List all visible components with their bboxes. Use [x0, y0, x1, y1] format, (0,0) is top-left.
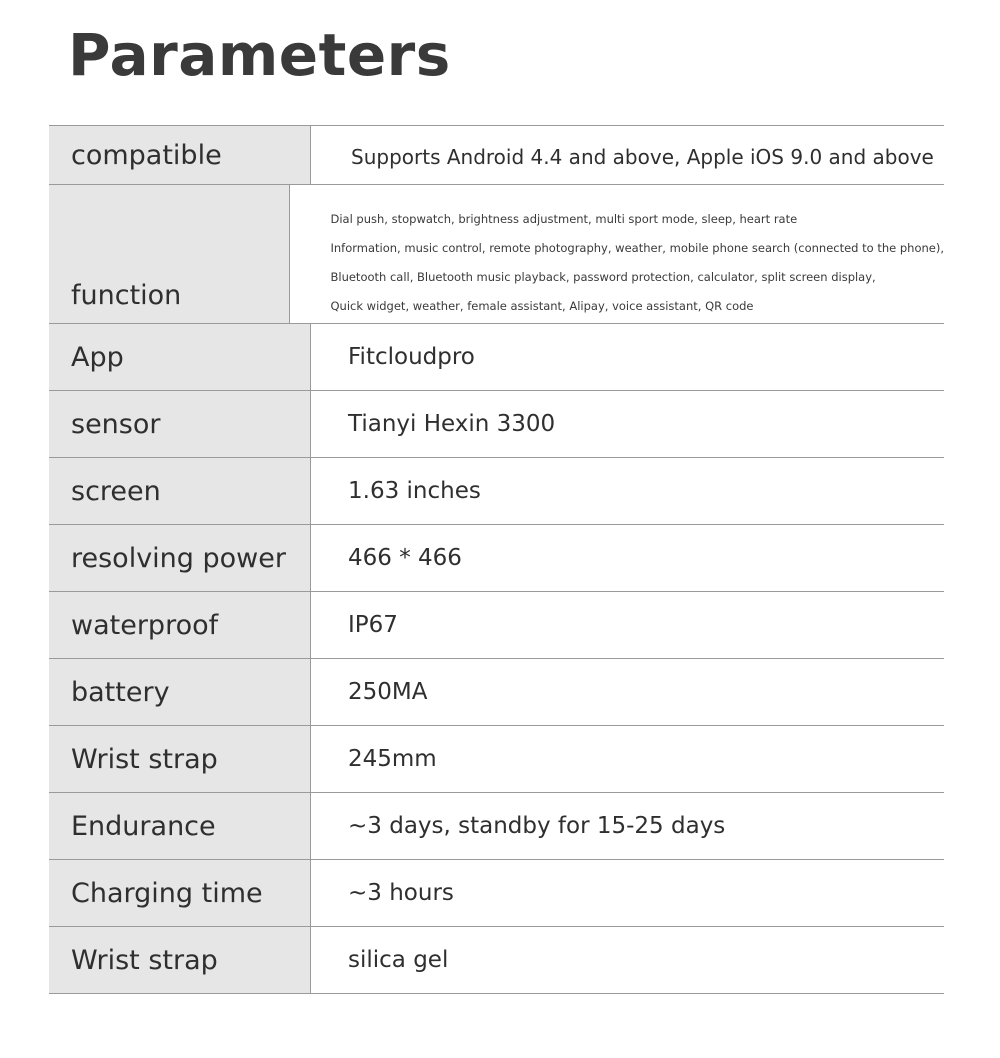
- row-label: screen: [49, 458, 311, 524]
- table-row: [49, 927, 944, 994]
- function-line: Information, music control, remote photography, weather, mobile phone search (connected to the phone),: [330, 241, 944, 255]
- spec-table: [49, 125, 944, 994]
- row-value: Supports Android 4.4 and above, Apple iOS 9.0 and above: [351, 145, 934, 169]
- row-value: 466 * 466: [348, 545, 462, 571]
- row-value: Tianyi Hexin 3300: [348, 411, 556, 437]
- row-value: Fitcloudpro: [348, 344, 475, 370]
- row-value: 245mm: [348, 746, 437, 772]
- row-label: Wrist strap: [49, 726, 311, 792]
- table-row: [49, 860, 944, 927]
- table-row: [49, 391, 944, 458]
- row-value: 1.63 inches: [348, 478, 481, 504]
- row-value: ~3 days, standby for 15-25 days: [348, 813, 726, 839]
- page-title: Parameters: [68, 21, 451, 89]
- table-row: [49, 458, 944, 525]
- table-row: [49, 525, 944, 592]
- row-label: Charging time: [49, 860, 311, 926]
- row-label: compatible: [49, 126, 311, 184]
- table-row: [49, 793, 944, 860]
- row-value: ~3 hours: [348, 880, 454, 906]
- function-line: Dial push, stopwatch, brightness adjustment, multi sport mode, sleep, heart rate: [330, 212, 798, 226]
- row-label: Wrist strap: [49, 927, 311, 993]
- function-line: Bluetooth call, Bluetooth music playback, password protection, calculator, split screen display,: [330, 270, 876, 284]
- row-value: 250MA: [348, 679, 428, 705]
- table-row: [49, 126, 944, 185]
- function-line: Quick widget, weather, female assistant, Alipay, voice assistant, QR code: [330, 299, 754, 313]
- function-list: [290, 185, 944, 323]
- table-row: [49, 592, 944, 659]
- row-value: IP67: [348, 612, 398, 638]
- table-row: [49, 659, 944, 726]
- row-label: waterproof: [49, 592, 311, 658]
- table-row: [49, 726, 944, 793]
- row-label: sensor: [49, 391, 311, 457]
- row-label: App: [49, 324, 311, 390]
- row-label: battery: [49, 659, 311, 725]
- row-label: function: [49, 185, 290, 323]
- row-label: Endurance: [49, 793, 311, 859]
- table-row: [49, 185, 944, 324]
- table-row: [49, 324, 944, 391]
- row-value: silica gel: [348, 947, 449, 973]
- row-label: resolving power: [49, 525, 311, 591]
